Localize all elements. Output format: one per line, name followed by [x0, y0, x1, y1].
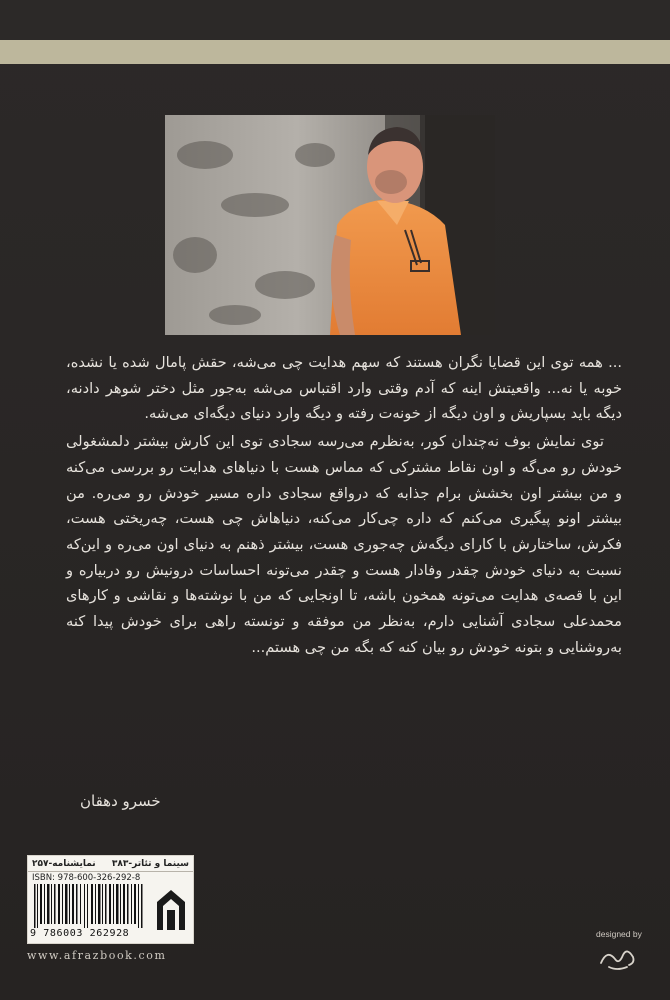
quote-paragraph-2: توی نمایش بوف نه‌چندان کور، به‌نظرم می‌رسه سجادی توی این کارش بیشتر دلمشغولی خودش رو می‌گه و اون نقاط مشترکی که مماس هست با دنیاهای هدایت رو بررسی می‌کنه و من بیشتر اون بخشش برام جذابه که درواقع سجادی داره مسیر خودش رو می‌ره. من بیشتر اونو پیگیری می‌کنم که داره چی‌کار می‌کنه، دنیاهاش چی هست، چه‌ریختی هست، فکرش، ساختارش با کارای دیگه‌ش چه‌جوری هست، بیشتر ذهنم به دنیای اون می‌ره و این‌که نسبت به دنیای خودش چقدر وفادار هست و چقدر می‌تونه احساسات درونیش رو دربیاره و این با قصه‌ی هدایت می‌تونه همخون باشه، تا اونجایی که من با نوشته‌ها و نقاشی و کارهای محمدعلی سجادی آشنایی دارم، به‌نظر من موفقه و تونسته راهی برای خودش پیدا کنه به‌روشنایی و بتونه خودش رو بیان کنه که بگه من چی هستم... [66, 433, 622, 656]
author-signature: خسرو دهقان [80, 792, 161, 810]
series-line [28, 856, 193, 872]
barcode-bars [32, 884, 150, 928]
publisher-logo-icon [154, 886, 188, 934]
series-play: نمایشنامه-۲۵۷ [32, 858, 96, 869]
designed-by-label: designed by [596, 929, 642, 939]
quote-text [66, 350, 622, 660]
barcode-panel [27, 855, 194, 944]
designer-signature-icon [597, 943, 639, 973]
publisher-website: www.afrazbook.com [27, 949, 167, 962]
isbn-text: ISBN: 978-600-326-292-8 [32, 873, 141, 883]
top-color-band [0, 40, 670, 64]
barcode-number: 9 786003 262928 [30, 928, 130, 939]
series-cinema-theatre: سینما و تئاتر-۳۸۳ [111, 858, 189, 869]
author-photo [165, 115, 495, 335]
quote-paragraph-1: ... همه توی این قضایا نگران هستند که سهم هدایت چی می‌شه، حقش پامال شده یا نشده، خوبه یا نه... واقعیتش اینه که آدم وقتی وارد اقتباس می‌شه به‌جور مثل دختر شوهر دادنه، دیگه باید بسپاریش و اون دیگه از خونه‌ت رفته و دیگه وارد دنیای دیگه‌ای می‌شه. [66, 354, 622, 423]
